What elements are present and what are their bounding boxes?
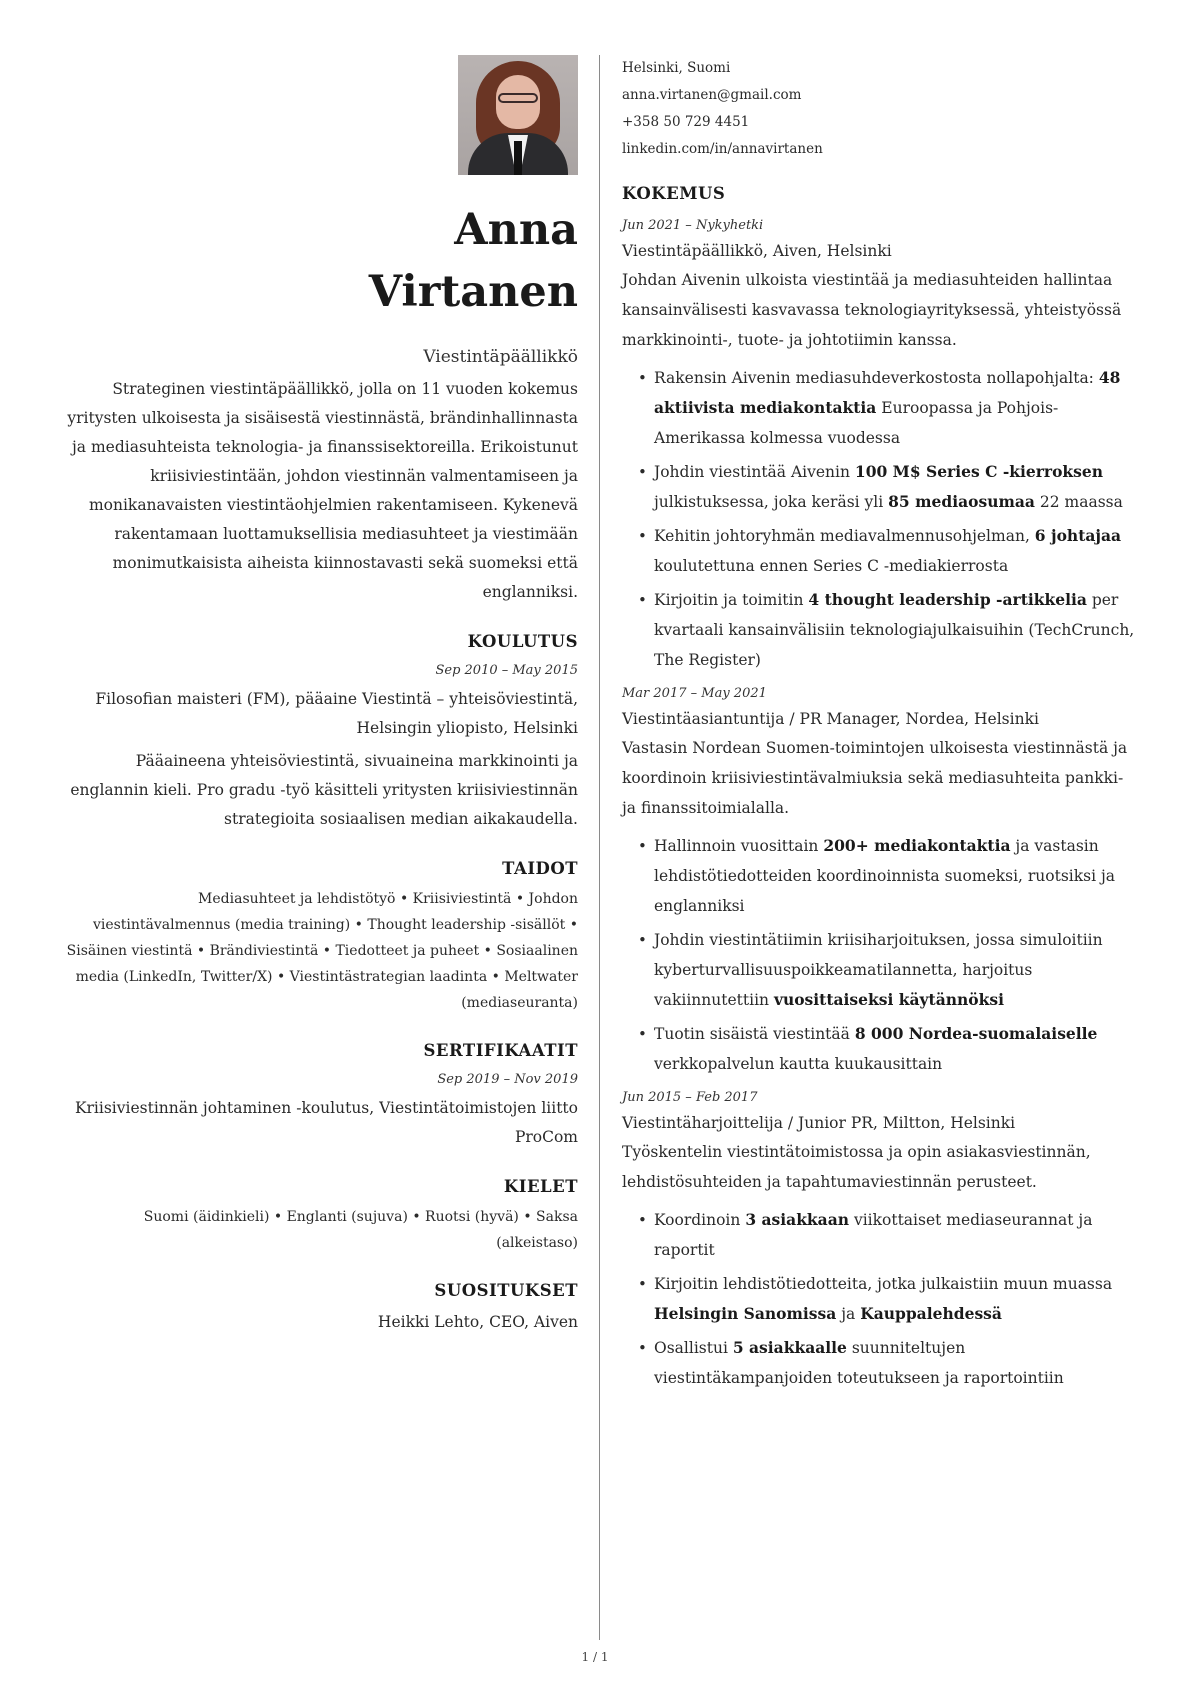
references-heading: SUOSITUKSET bbox=[434, 1281, 578, 1300]
bullet-highlight: Kauppalehdessä bbox=[860, 1304, 1002, 1323]
job-bullet bbox=[622, 457, 1142, 517]
bullet-text: viikottaiset mediaseurannat ja raportit bbox=[654, 1211, 1093, 1259]
bullet-text: Tuotin sisäistä viestintää bbox=[654, 1025, 855, 1043]
bullet-text: Kirjoitin ja toimitin bbox=[654, 591, 809, 609]
bullet-text: ja vastasin lehdistötiedotteiden koordinoinnista suomeksi, ruotsiksi ja englanniksi bbox=[654, 837, 1116, 915]
job-bullets bbox=[622, 363, 1142, 675]
bullet-highlight: 100 M$ Series C -kierroksen bbox=[854, 462, 1104, 481]
bullet-text: Johdin viestintätiimin kriisiharjoituksen, jossa simuloitiin kyberturvallisuuspoikkeamatilannetta, harjoitus vakiinnutettiin bbox=[654, 931, 1103, 1009]
contact-linkedin[interactable]: linkedin.com/in/annavirtanen bbox=[622, 141, 823, 157]
bullet-text: verkkopalvelun kautta kuukausittain bbox=[654, 1055, 943, 1073]
bullet-text: koulutettuna ennen Series C -mediakierrosta bbox=[654, 557, 1009, 575]
job-date: Mar 2017 – May 2021 bbox=[622, 686, 767, 701]
job-bullet bbox=[622, 831, 1142, 921]
bullet-text: suunniteltujen viestintäkampanjoiden toteutukseen ja raportointiin bbox=[654, 1339, 1064, 1387]
education-date: Sep 2010 – May 2015 bbox=[435, 663, 578, 678]
job-date: Jun 2015 – Feb 2017 bbox=[622, 1090, 758, 1105]
job-role: Viestintäasiantuntija / PR Manager, Nordea, Helsinki bbox=[622, 710, 1039, 728]
job-bullet bbox=[622, 585, 1142, 675]
bullet-text: per kvartaali kansainvälisiin teknologiajulkaisuihin (TechCrunch, The Register) bbox=[654, 591, 1135, 669]
contact-phone[interactable]: +358 50 729 4451 bbox=[622, 114, 750, 130]
languages-list: Suomi (äidinkieli) • Englanti (sujuva) • Ruotsi (hyvä) • Saksa (alkeistaso) bbox=[143, 1209, 578, 1251]
profile-photo bbox=[458, 55, 578, 175]
left-column bbox=[60, 55, 578, 1337]
bullet-text: ja bbox=[836, 1305, 861, 1323]
certification-text: Kriisiviestinnän johtaminen -koulutus, Viestintätoimistojen liitto ProCom bbox=[74, 1099, 578, 1146]
job-role: Viestintäpäällikkö, Aiven, Helsinki bbox=[622, 242, 892, 260]
certification-date: Sep 2019 – Nov 2019 bbox=[437, 1072, 578, 1087]
candidate-name bbox=[60, 199, 578, 323]
bullet-text: julkistuksessa, joka keräsi yli bbox=[654, 493, 889, 511]
last-name: Virtanen bbox=[368, 267, 578, 317]
job-bullets bbox=[622, 831, 1142, 1079]
first-name: Anna bbox=[454, 205, 578, 255]
job-entry bbox=[622, 215, 1142, 675]
job-description: Vastasin Nordean Suomen-toimintojen ulkoisesta viestinnästä ja koordinoin kriisiviestintävalmiuksia sekä mediasuhteita pankki- ja finanssitoimialalla. bbox=[622, 739, 1128, 817]
education-description: Pääaineena yhteisöviestintä, sivuaineina markkinointi ja englannin kieli. Pro gradu -työ käsitteli yritysten kriisiviestinnän strategioita sosiaalisen median aikakaudella. bbox=[70, 752, 578, 828]
bullet-highlight: 48 aktiivista mediakontaktia bbox=[654, 368, 1121, 417]
bullet-highlight: 85 mediaosumaa bbox=[888, 492, 1035, 511]
skills-list: Mediasuhteet ja lehdistötyö • Kriisiviestintä • Johdon viestintävalmennus (media training) • Thought leadership -sisällöt • Sisäinen viestintä • Brändiviestintä • Tiedotteet ja puheet • Sosiaalinen media (LinkedIn, Twitter/X) • Viestintästrategian laadinta • Meltwater (mediaseuranta) bbox=[66, 891, 578, 1011]
bullet-text: Koordinoin bbox=[654, 1211, 746, 1229]
job-description: Johdan Aivenin ulkoista viestintää ja mediasuhteiden hallintaa kansainvälisesti kasvavassa teknologiayrityksessä, yhteistyössä markkinointi-, tuote- ja johtotiimin kanssa. bbox=[622, 271, 1122, 349]
job-bullet bbox=[622, 363, 1142, 453]
job-title: Viestintäpäällikkö bbox=[423, 347, 578, 367]
job-description: Työskentelin viestintätoimistossa ja opin asiakasviestinnän, lehdistösuhteiden ja tapahtumaviestinnän perusteet. bbox=[622, 1143, 1091, 1191]
job-bullet bbox=[622, 925, 1142, 1015]
bullet-highlight: 200+ mediakontaktia bbox=[823, 836, 1011, 855]
experience-list bbox=[622, 215, 1142, 1393]
contact-email[interactable]: anna.virtanen@gmail.com bbox=[622, 87, 802, 103]
languages-heading: KIELET bbox=[503, 1177, 578, 1196]
job-date: Jun 2021 – Nykyhetki bbox=[622, 218, 764, 233]
bullet-highlight: 6 johtajaa bbox=[1034, 526, 1122, 545]
column-divider bbox=[599, 55, 600, 1640]
job-bullet bbox=[622, 521, 1142, 581]
job-bullet bbox=[622, 1205, 1142, 1265]
job-role: Viestintäharjoittelija / Junior PR, Miltton, Helsinki bbox=[622, 1114, 1016, 1132]
bullet-text: Osallistui bbox=[654, 1339, 733, 1357]
profile-summary: Strateginen viestintäpäällikkö, jolla on 11 vuoden kokemus yritysten ulkoisesta ja sisäisestä viestinnästä, brändinhallinnasta ja mediasuhteista teknologia- ja finanssisektoreilla. Erikoistunut kriisiviestintään, johdon viestinnän valmentamiseen ja monikanavaisten viestintäohjelmien rakentamiseen. Kykenevä rakentamaan luottamuksellisia mediasuhteet ja viestimään monimutkaisista aiheista kiinnostavasti sekä suomeksi että englanniksi. bbox=[67, 380, 578, 601]
right-column bbox=[622, 55, 1142, 1397]
skills-heading: TAIDOT bbox=[502, 859, 578, 878]
experience-heading: KOKEMUS bbox=[622, 184, 726, 203]
page-number: 1 / 1 bbox=[581, 1650, 609, 1664]
bullet-text: 22 maassa bbox=[1034, 493, 1123, 511]
bullet-highlight: 5 asiakkaalle bbox=[732, 1338, 847, 1357]
bullet-highlight: vuosittaiseksi käytännöksi bbox=[773, 990, 1004, 1009]
bullet-highlight: 3 asiakkaan bbox=[745, 1210, 850, 1229]
bullet-highlight: 8 000 Nordea-suomalaiselle bbox=[854, 1024, 1098, 1043]
bullet-text: Hallinnoin vuosittain bbox=[654, 837, 824, 855]
contact-location: Helsinki, Suomi bbox=[622, 60, 731, 76]
bullet-text: Rakensin Aivenin mediasuhdeverkostosta nollapohjalta: bbox=[654, 369, 1099, 387]
job-entry bbox=[622, 683, 1142, 1079]
bullet-highlight: 4 thought leadership -artikkelia bbox=[808, 590, 1087, 609]
job-bullet bbox=[622, 1019, 1142, 1079]
education-heading: KOULUTUS bbox=[467, 632, 578, 651]
contact-block bbox=[622, 55, 1142, 163]
job-bullets bbox=[622, 1205, 1142, 1393]
references-text: Heikki Lehto, CEO, Aiven bbox=[377, 1313, 578, 1331]
bullet-text: Euroopassa ja Pohjois-Amerikassa kolmessa vuodessa bbox=[654, 399, 1059, 447]
job-entry bbox=[622, 1087, 1142, 1393]
job-bullet bbox=[622, 1333, 1142, 1393]
bullet-highlight: Helsingin Sanomissa bbox=[654, 1304, 837, 1323]
bullet-text: Kehitin johtoryhmän mediavalmennusohjelman, bbox=[654, 527, 1035, 545]
job-bullet bbox=[622, 1269, 1142, 1329]
bullet-text: Johdin viestintää Aivenin bbox=[654, 463, 855, 481]
bullet-text: Kirjoitin lehdistötiedotteita, jotka julkaistiin muun muassa bbox=[654, 1275, 1113, 1293]
education-degree: Filosofian maisteri (FM), pääaine Viestintä – yhteisöviestintä, Helsingin yliopisto, Helsinki bbox=[95, 690, 578, 737]
certifications-heading: SERTIFIKAATIT bbox=[423, 1041, 578, 1060]
